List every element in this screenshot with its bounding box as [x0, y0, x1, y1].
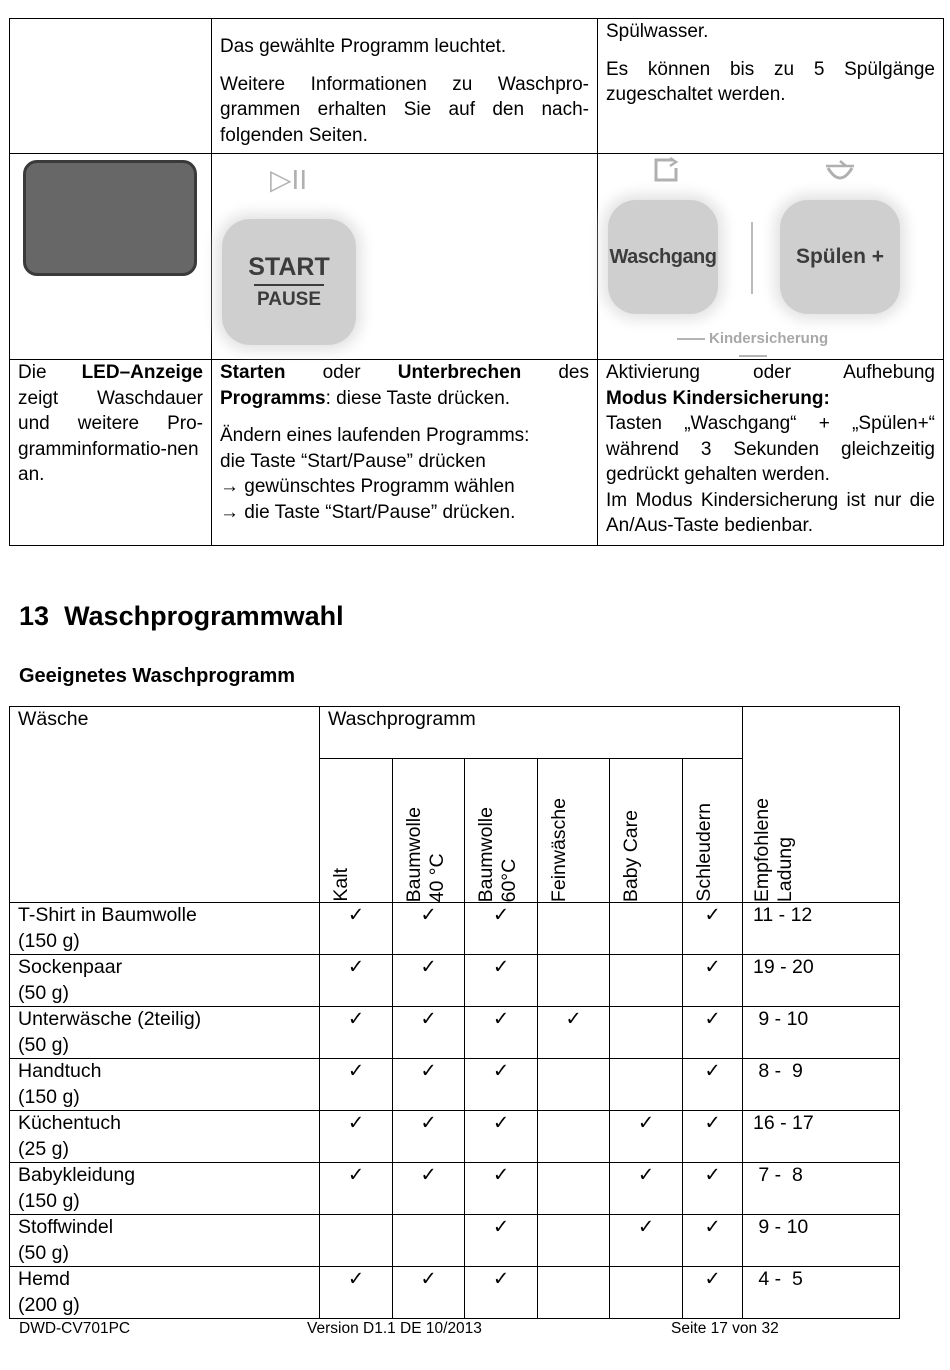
checkmark-icon: ✓ [320, 955, 393, 1007]
spuelen-button-image [780, 200, 900, 314]
laundry-item-name: Babykleidung [18, 1164, 136, 1186]
table-row [10, 1215, 900, 1267]
section-number: 13 [19, 601, 50, 631]
table-row [10, 903, 900, 955]
checkmark-icon: ✓ [465, 1215, 538, 1267]
checkmark-icon: ✓ [465, 1111, 538, 1163]
program-header-text [403, 795, 449, 902]
cell-start-description [212, 360, 598, 546]
empty-cell [610, 903, 683, 955]
led-display-image [23, 160, 197, 276]
laundry-item-name: T-Shirt in Baumwolle [18, 904, 197, 926]
header-waschprogramm: Waschprogramm [320, 707, 743, 759]
empty-cell [538, 903, 610, 955]
checkmark-icon: ✓ [320, 1267, 393, 1319]
footer-model: DWD-CV701PC [19, 1320, 131, 1337]
empty-cell [610, 1059, 683, 1111]
empty-cell [538, 1267, 610, 1319]
program-header-text [620, 798, 643, 902]
text-or: oder [285, 362, 398, 383]
start-pause-button-image [222, 219, 356, 345]
recommended-load: 11 - 12 [743, 903, 900, 955]
checkmark-icon: ✓ [320, 1059, 393, 1111]
laundry-item-weight: (50 g) [18, 1241, 69, 1264]
program-header-cell [683, 759, 743, 903]
checkmark-icon: ✓ [320, 1007, 393, 1059]
checkmark-icon: ✓ [610, 1111, 683, 1163]
laundry-item-name: Unterwäsche (2teilig) [18, 1008, 202, 1030]
checkmark-icon: ✓ [465, 1163, 538, 1215]
laundry-item-name: Stoffwindel [18, 1216, 114, 1238]
table-row [10, 1111, 900, 1163]
checkmark-icon: ✓ [610, 1215, 683, 1267]
recommended-load: 4 - 5 [743, 1267, 900, 1319]
load-header-text [751, 786, 797, 902]
header-waesche: Wäsche [10, 707, 320, 903]
checkmark-icon: ✓ [393, 1267, 465, 1319]
checkmark-icon: ✓ [610, 1163, 683, 1215]
checkmark-icon: ✓ [683, 1267, 743, 1319]
change-program-line4: → die Taste “Start/Pause” drücken. [220, 501, 516, 523]
checkmark-icon: ✓ [393, 1059, 465, 1111]
cell-led-description [10, 360, 212, 546]
checkmark-icon: ✓ [683, 1111, 743, 1163]
recommended-load: 9 - 10 [743, 1215, 900, 1267]
checkmark-icon: ✓ [393, 903, 465, 955]
checkmark-icon: ✓ [320, 903, 393, 955]
waschgang-button-image [608, 200, 718, 314]
program-name: Baumwolle [475, 806, 497, 902]
checkmark-icon: ✓ [465, 1059, 538, 1111]
table-row [10, 1163, 900, 1215]
rinse-water-text: Spülwasser. [606, 21, 709, 42]
load-header-line1: Empfohlene [751, 797, 773, 902]
checkmark-icon: ✓ [393, 1111, 465, 1163]
rinse-icon [822, 158, 856, 182]
section-title [19, 601, 344, 632]
checkmark-icon: ✓ [465, 1007, 538, 1059]
laundry-item-weight: (200 g) [18, 1293, 80, 1316]
laundry-item-name: Handtuch [18, 1060, 102, 1082]
empty-cell [538, 1215, 610, 1267]
program-name: Kalt [330, 868, 352, 902]
change-program-line3: → gewünschtes Programm wählen [220, 476, 515, 497]
change-program-line2: die Taste “Start/Pause” drücken [220, 450, 486, 472]
program-header-text [693, 791, 716, 902]
cell-program-info [212, 19, 598, 154]
section-title-text: Waschprogrammwahl [64, 601, 344, 631]
change-program-line1: Ändern eines laufenden Programms: [220, 425, 530, 446]
laundry-item-name: Hemd [18, 1268, 71, 1290]
program-header-cell [393, 759, 465, 903]
laundry-item-weight: (150 g) [18, 1085, 80, 1108]
recommended-load: 19 - 20 [743, 955, 900, 1007]
laundry-item-cell [10, 1111, 320, 1163]
checkmark-icon: ✓ [320, 1111, 393, 1163]
empty-cell [320, 1215, 393, 1267]
laundry-item-weight: (150 g) [18, 1189, 80, 1212]
header-load [743, 707, 900, 903]
wash-cycle-icon [652, 156, 680, 182]
pause-button-text: PAUSE [256, 289, 322, 310]
child-lock-line1: Aktivierung oder Aufhebung [606, 362, 935, 383]
checkmark-icon: ✓ [683, 1163, 743, 1215]
laundry-item-cell [10, 1215, 320, 1267]
program-name: Schleudern [693, 803, 715, 902]
empty-cell [538, 1111, 610, 1163]
empty-cell [538, 1163, 610, 1215]
program-lit-text: Das gewählte Programm leuchtet. [220, 36, 507, 57]
play-pause-icon: ▷II [270, 164, 308, 195]
table-row [10, 1267, 900, 1319]
empty-cell [610, 955, 683, 1007]
checkmark-icon: ✓ [683, 903, 743, 955]
program-header-text [475, 795, 521, 902]
program-more-info-text: Weitere Informationen zu Waschpro-grammen erhalten Sie auf den nach-folgenden Seiten. [220, 73, 589, 146]
checkmark-icon: ✓ [683, 955, 743, 1007]
led-desc-pre: Die [18, 362, 82, 383]
program-header-text [330, 856, 353, 902]
laundry-item-weight: (25 g) [18, 1137, 69, 1160]
spuelen-button-text: Spülen + [795, 245, 885, 268]
program-header-cell [610, 759, 683, 903]
laundry-item-name: Küchentuch [18, 1112, 121, 1134]
program-name: Baby Care [620, 809, 642, 902]
recommended-load: 9 - 10 [743, 1007, 900, 1059]
start-button-text: START [248, 253, 330, 281]
laundry-item-name: Sockenpaar [18, 956, 123, 978]
checkmark-icon: ✓ [393, 1007, 465, 1059]
program-name: Feinwäsche [548, 797, 570, 902]
footer-page: Seite 17 von 32 [671, 1320, 779, 1337]
empty-cell [610, 1267, 683, 1319]
checkmark-icon: ✓ [465, 903, 538, 955]
program-header-text [548, 786, 571, 902]
table-row [10, 1007, 900, 1059]
program-label: Programms [220, 387, 326, 409]
kindersicherung-label: Kindersicherung [708, 330, 829, 347]
footer-version: Version D1.1 DE 10/2013 [307, 1320, 482, 1337]
cell-empty [10, 19, 212, 154]
empty-cell [610, 1007, 683, 1059]
program-header-cell [320, 759, 393, 903]
child-lock-mode-label: Modus Kindersicherung: [606, 387, 830, 409]
table-row [10, 955, 900, 1007]
laundry-item-weight: (50 g) [18, 1033, 69, 1056]
program-temperature: 60°C [498, 858, 520, 902]
wash-program-table [9, 706, 900, 1319]
empty-cell [538, 1059, 610, 1111]
kindersicherung-label-image [665, 330, 840, 352]
checkmark-icon: ✓ [393, 955, 465, 1007]
waschgang-button-text: Waschgang [609, 245, 717, 268]
cell-child-lock-description [598, 360, 944, 546]
program-header-cell [465, 759, 538, 903]
text-des: des [521, 362, 589, 383]
checkmark-icon: ✓ [683, 1215, 743, 1267]
checkmark-icon: ✓ [465, 955, 538, 1007]
recommended-load: 8 - 9 [743, 1059, 900, 1111]
recommended-load: 16 - 17 [743, 1111, 900, 1163]
laundry-item-cell [10, 1059, 320, 1111]
laundry-item-cell [10, 1007, 320, 1059]
program-temperature: 40 °C [426, 853, 448, 902]
section-subtitle: Geeignetes Waschprogramm [19, 665, 296, 687]
button-separator [751, 222, 753, 294]
laundry-item-cell [10, 955, 320, 1007]
program-header-cell [538, 759, 610, 903]
start-label: Starten [220, 362, 286, 383]
checkmark-icon: ✓ [538, 1007, 610, 1059]
child-lock-note: Im Modus Kindersicherung ist nur die An/Aus-Taste bedienbar. [606, 489, 935, 536]
laundry-item-cell [10, 1163, 320, 1215]
laundry-item-weight: (150 g) [18, 929, 80, 952]
laundry-item-weight: (50 g) [18, 981, 69, 1004]
checkmark-icon: ✓ [393, 1163, 465, 1215]
start-pause-text [220, 360, 589, 411]
laundry-item-cell [10, 1267, 320, 1319]
laundry-item-cell [10, 903, 320, 955]
empty-cell [393, 1215, 465, 1267]
cell-rinse-info [598, 19, 944, 154]
checkmark-icon: ✓ [683, 1007, 743, 1059]
text-press: : diese Taste drücken. [325, 387, 511, 409]
divider [254, 284, 324, 286]
checkmark-icon: ✓ [320, 1163, 393, 1215]
table-row [10, 1059, 900, 1111]
load-header-line2: Ladung [774, 836, 796, 902]
rinse-cycles-text: Es können bis zu 5 Spülgänge zugeschaltet werden. [606, 58, 935, 105]
checkmark-icon: ✓ [683, 1059, 743, 1111]
recommended-load: 7 - 8 [743, 1163, 900, 1215]
checkmark-icon: ✓ [465, 1267, 538, 1319]
program-name: Baumwolle [403, 806, 425, 902]
led-display-label: LED–Anzeige [81, 362, 203, 383]
child-lock-instructions: Tasten „Waschgang“ + „Spülen+“ während 3 Sekunden gleichzeitig gedrückt gehalten werden. [606, 413, 935, 485]
child-lock-title [606, 386, 935, 412]
empty-cell [538, 955, 610, 1007]
led-desc-post: zeigt Waschdauer und weitere Pro-gramminformatio-nen an. [18, 387, 203, 485]
pause-label: Unterbrechen [397, 362, 522, 383]
